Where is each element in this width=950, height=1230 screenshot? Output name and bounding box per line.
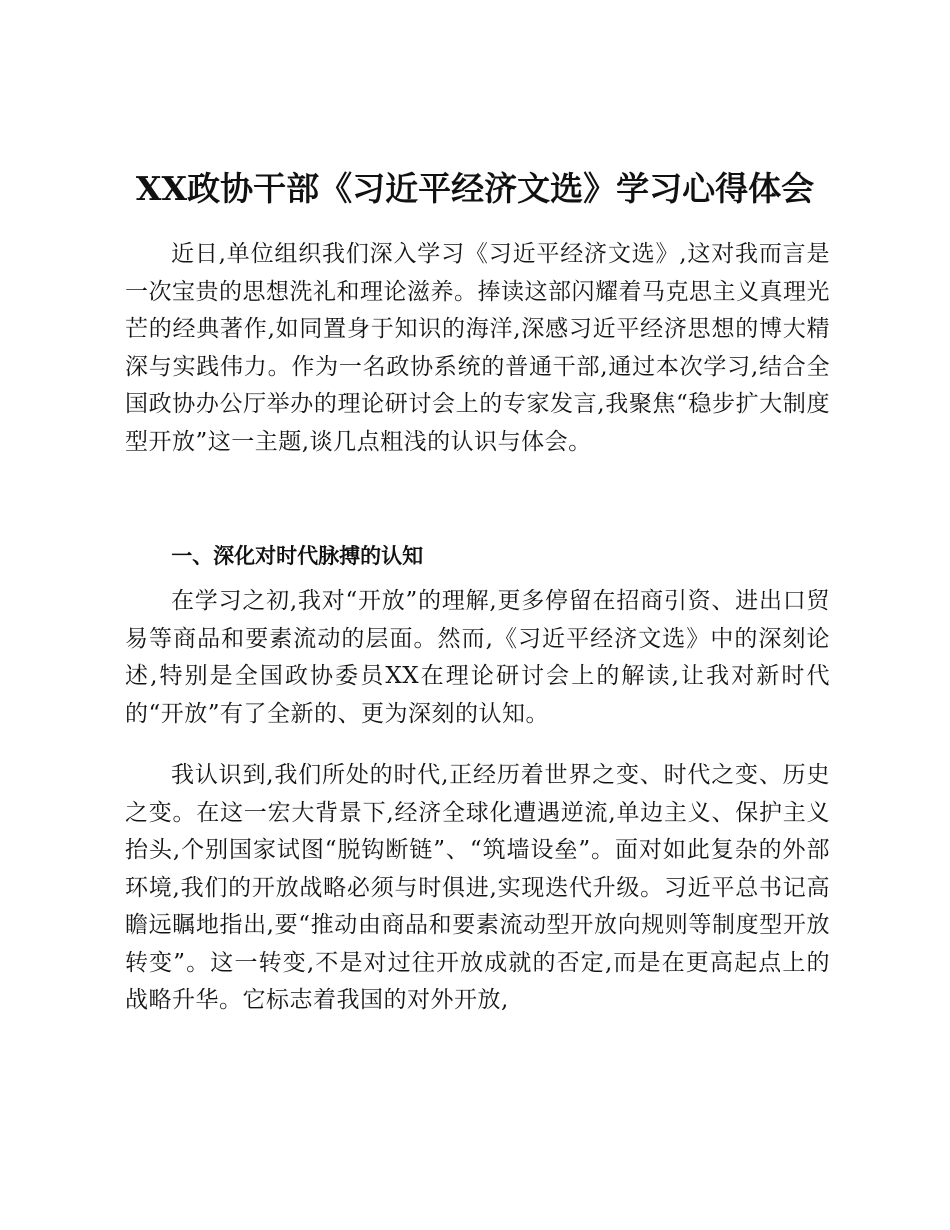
section-heading: 一、深化对时代脉搏的认知 [171, 544, 424, 568]
intro-paragraph: 近日,单位组织我们深入学习《习近平经济文选》,这对我而言是一次宝贵的思想洗礼和理论滋养。捧读这部闪耀着马克思主义真理光芒的经典著作,如同置身于知识的海洋,深感习近平经济思想的博大精深与实践伟力。作为一名政协系统的普通干部,通过本次学习,结合全国政协办公厅举办的理论研讨会上的专家发言,我聚焦“稳步扩大制度型开放”这一主题,谈几点粗浅的认识与体会。 [125, 241, 830, 455]
section-paragraph-2: 我认识到,我们所处的时代,正经历着世界之变、时代之变、历史之变。在这一宏大背景下,经济全球化遭遇逆流,单边主义、保护主义抬头,个别国家试图“脱钩断链”、“筑墙设垒”。面对如此复杂的外部环境,我们的开放战略必须与时俱进,实现迭代升级。习近平总书记高瞻远瞩地指出,要“推动由商品和要素流动型开放向规则等制度型开放转变”。这一转变,不是对过往开放成就的否定,而是在更高起点上的战略升华。它标志着我国的对外开放, [125, 762, 830, 1013]
section-paragraph-1: 在学习之初,我对“开放”的理解,更多停留在招商引资、进出口贸易等商品和要素流动的层面。然而,《习近平经济文选》中的深刻论述,特别是全国政协委员XX在理论研讨会上的解读,让我对新时代的“开放”有了全新的、更为深刻的认知。 [125, 588, 830, 727]
document-title: XX政协干部《习近平经济文选》学习心得体会 [135, 169, 815, 208]
